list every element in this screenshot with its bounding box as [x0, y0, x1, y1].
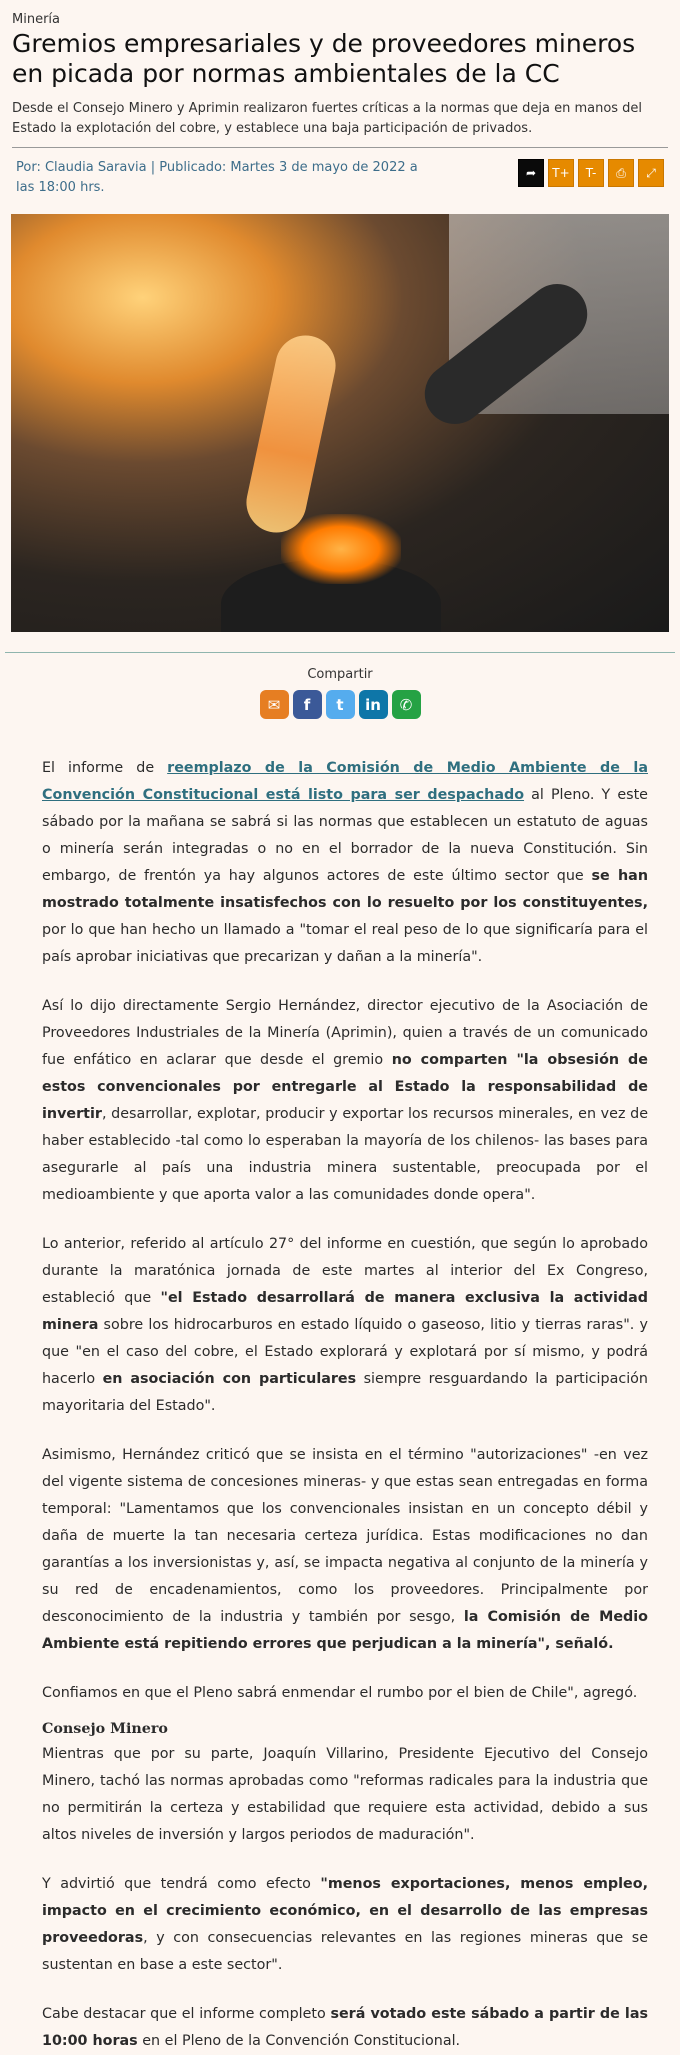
- article-lead: Desde el Consejo Minero y Aprimin realizaron fuertes críticas a la normas que deja en manos del Estado la explotación del cobre, y establece una baja participación de privados.: [12, 101, 643, 136]
- font-decrease-button[interactable]: T-: [578, 159, 604, 187]
- byline: Por: Claudia Saravia | Publicado: Martes 3 de mayo de 2022 a las 18:00 hrs.: [16, 160, 418, 195]
- share-bar: [0, 690, 680, 719]
- share-label: Compartir: [307, 667, 373, 682]
- print-icon[interactable]: ⎙: [608, 159, 634, 187]
- header-divider: [12, 147, 668, 148]
- paragraph-7: Y advirtió que tendrá como efecto "menos exportaciones, menos empleo, impacto en el crecimiento económico, en el desarrollo de las empresas proveedoras, y con consecuencias relevantes en las regiones mineras que se sustentan en base a este sector".: [42, 1876, 648, 1973]
- share-arrow-icon[interactable]: ➦: [518, 159, 544, 187]
- report-link[interactable]: reemplazo de la Comisión de Medio Ambiente de la Convención Constitucional está listo para ser despachado: [42, 760, 648, 803]
- paragraph-1: El informe de reemplazo de la Comisión de Medio Ambiente de la Convención Constitucional está listo para ser despachado al Pleno. Y este sábado por la mañana se sabrá si las normas que establecen un estatuto de aguas o minería serán integradas o no en el borrador de la nueva Constitución. Sin embargo, de frentón ya hay algunos actores de este último sector que se han mostrado totalmente insatisfechos con lo resuelto por los constituyentes, por lo que han hecho un llamado a "tomar el real peso de lo que significaría para el país aprobar iniciativas que precarizan y dañan a la minería".: [42, 760, 649, 965]
- paragraph-2: Así lo dijo directamente Sergio Hernández, director ejecutivo de la Asociación de Proveedores Industriales de la Minería (Aprimin), quien a través de un comunicado fue enfático en aclarar que desde el gremio no comparten "la obsesión de estos convencionales por entregarle al Estado la responsabilidad de invertir, desarrollar, explotar, producir y exportar los recursos minerales, en vez de haber establecido -tal como lo esperaban la mayoría de los chilenos- las bases para asegurarle al país una industria minera sustentable, preocupada por el medioambiente y que aporta valor a las comunidades donde opera".: [42, 998, 648, 1203]
- meta-row: [12, 158, 668, 198]
- paragraph-6: Mientras que por su parte, Joaquín Villarino, Presidente Ejecutivo del Consejo Minero, tachó las normas aprobadas como "reformas radicales para la industria que no permitirán la certeza y estabilidad que requiere esta actividad, debido a sus altos niveles de inversión y largos periodos de maduración".: [42, 1746, 648, 1843]
- article-title: Gremios empresariales y de proveedores mineros en picada por normas ambientales de la CC: [12, 29, 636, 88]
- subheading-consejo-minero: Consejo Minero: [42, 1721, 168, 1737]
- article-toolbar: [518, 158, 664, 187]
- email-share-icon[interactable]: ✉: [260, 690, 289, 719]
- article-body: [0, 755, 680, 2055]
- fullscreen-icon[interactable]: ⤢: [638, 159, 664, 187]
- section-label[interactable]: Minería: [12, 12, 60, 27]
- hero-image: [11, 214, 669, 632]
- twitter-share-icon[interactable]: t: [326, 690, 355, 719]
- paragraph-4: Asimismo, Hernández criticó que se insista en el término "autorizaciones" -en vez del vigente sistema de concesiones mineras- y que estas sean entregadas en forma temporal: "Lamentamos que los convencionales insistan en un concepto débil y daña de muerte la tan necesaria certeza jurídica. Estas modificaciones no dan garantías a los inversionistas y, así, se impacta negativa al conjunto de la minería y su red de encadenamientos, como los proveedores. Principalmente por desconocimiento de la industria y también por sesgo, la Comisión de Medio Ambiente está repitiendo errores que perjudican a la minería", señaló.: [42, 1447, 648, 1652]
- paragraph-3: Lo anterior, referido al artículo 27° del informe en cuestión, que según lo aprobado durante la maratónica jornada de este martes al interior del Ex Congreso, estableció que "el Estado desarrollará de manera exclusiva la actividad minera sobre los hidrocarburos en estado líquido o gaseoso, litio y tierras raras". y que "en el caso del cobre, el Estado explorará y explotará por sí mismo, y podrá hacerlo en asociación con particulares siempre resguardando la participación mayoritaria del Estado".: [42, 1236, 649, 1414]
- paragraph-8: Cabe destacar que el informe completo será votado este sábado a partir de las 10:00 horas en el Pleno de la Convención Constitucional.: [42, 2006, 648, 2049]
- font-increase-button[interactable]: T+: [548, 159, 574, 187]
- facebook-share-icon[interactable]: f: [293, 690, 322, 719]
- paragraph-5: Confiamos en que el Pleno sabrá enmendar el rumbo por el bien de Chile", agregó.: [42, 1685, 638, 1701]
- whatsapp-share-icon[interactable]: ✆: [392, 690, 421, 719]
- share-divider: [5, 652, 675, 653]
- linkedin-share-icon[interactable]: in: [359, 690, 388, 719]
